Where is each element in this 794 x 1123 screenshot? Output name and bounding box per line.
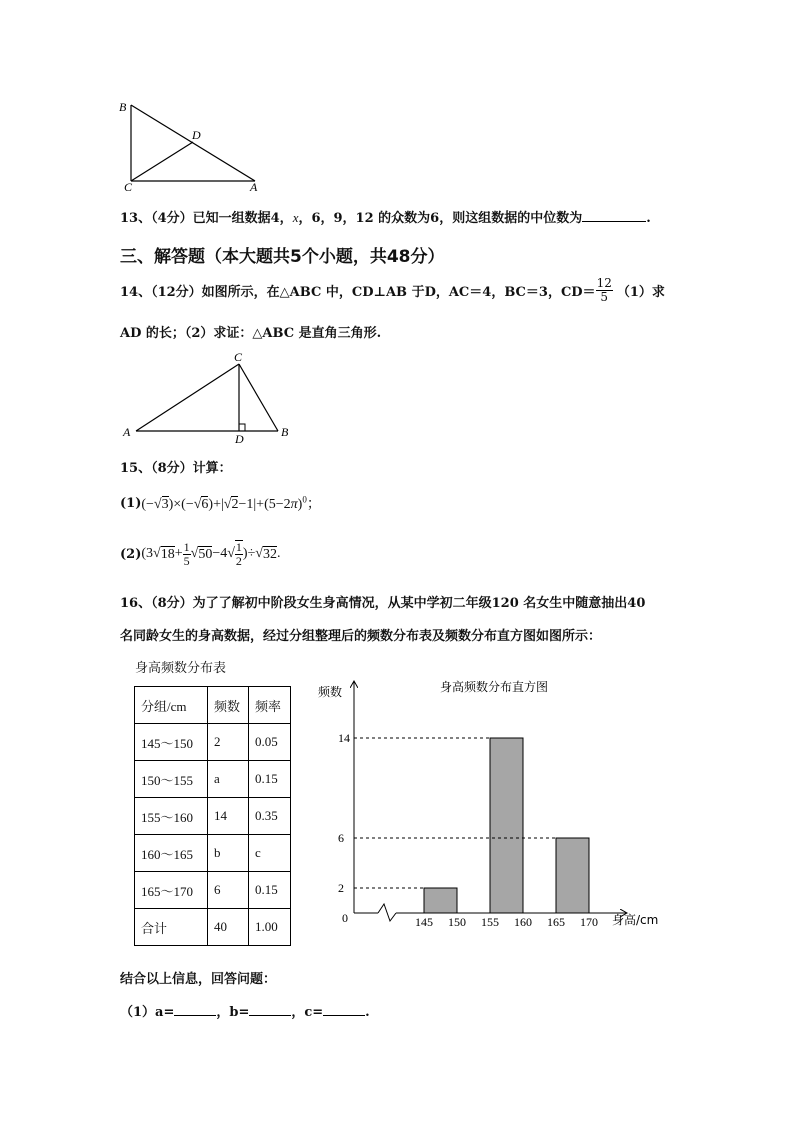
table-header-row — [135, 687, 291, 724]
histogram-chart — [310, 670, 670, 935]
table-cell: 0.15 — [249, 872, 291, 909]
table-header: 频率 — [249, 687, 291, 724]
chart-title: 身高频数分布直方图 — [440, 680, 549, 694]
x-tick-label: 160 — [514, 915, 532, 929]
answer-line-1: （1）a= ，b= ，c= . — [120, 1005, 370, 1020]
answer-intro: 结合以上信息，回答问题： — [120, 972, 277, 987]
figure-q13 — [115, 95, 265, 195]
label-D: D — [235, 432, 244, 445]
question-14-line1: 14、（12分）如图所示，在△ABC 中，CD⊥AB 于D，AC＝4，BC＝3，CD＝ $\frac{12}{5}$ （1）求 — [120, 276, 665, 304]
expression-2-body: (3√ 18 + $\frac{1}{5}$ √ 50 −4√ $\frac{1}{2}$ )÷√ 32 . — [141, 539, 281, 568]
table-row — [135, 761, 291, 798]
table-cell: 150～155 — [135, 761, 208, 798]
histogram-bar — [490, 738, 523, 913]
table-row — [135, 835, 291, 872]
label-C: C — [124, 180, 133, 194]
question-14-line2: AD 的长；（2）求证：△ABC 是直角三角形. — [120, 326, 382, 341]
label-B: B — [281, 425, 289, 439]
table-cell: 14 — [208, 798, 249, 835]
label-A: A — [123, 425, 131, 439]
expression-1: (1) $(-√3)\times(-√6)+|√2-1|+(5-2\pi)^0$； — [120, 494, 321, 512]
answer-blank-a[interactable] — [174, 1003, 216, 1016]
table-cell: 合计 — [135, 909, 208, 946]
origin-label: 0 — [342, 911, 348, 925]
question-16-line2: 名同龄女生的身高数据，经过分组整理后的频数分布表及频数分布直方图如图所示： — [120, 629, 602, 644]
table-header: 频数 — [208, 687, 249, 724]
expression-1-body: $(-√3)\times(-√6)+|√2-1|+(5-2\pi)^0$； — [141, 494, 321, 512]
table-caption: 身高频数分布表 — [135, 661, 227, 676]
histogram-bar — [424, 888, 457, 913]
table-cell: 155～160 — [135, 798, 208, 835]
table-header: 分组/cm — [135, 687, 208, 724]
section-heading: 三、解答题（本大题共5个小题，共48分） — [120, 247, 445, 267]
expression-2: (2) (3√ 18 + $\frac{1}{5}$ √ 50 −4√ $\frac{1}{2}$ )÷√ 32 . — [120, 539, 281, 568]
table-cell: 2 — [208, 724, 249, 761]
x-tick-label: 150 — [448, 915, 466, 929]
question-13: 13、（4分）已知一组数据4，x，6，9，12 的众数为6，则这组数据的中位数为 . — [120, 210, 651, 226]
x-tick-label: 170 — [580, 915, 598, 929]
axis-break-icon — [378, 904, 396, 921]
y-tick-label: 6 — [338, 831, 344, 845]
answer-blank-13[interactable] — [582, 209, 646, 222]
table-cell: 165～170 — [135, 872, 208, 909]
table-cell: 160～165 — [135, 835, 208, 872]
answer-blank-c[interactable] — [323, 1003, 365, 1016]
table-row — [135, 724, 291, 761]
frequency-table — [134, 686, 291, 946]
x-tick-label: 145 — [415, 915, 433, 929]
table-cell: 145～150 — [135, 724, 208, 761]
label-A: A — [250, 180, 258, 194]
x-tick-label: 155 — [481, 915, 499, 929]
table-cell: 0.15 — [249, 761, 291, 798]
figure-q14 — [118, 345, 298, 445]
y-tick-label: 2 — [338, 881, 344, 895]
table-cell: a — [208, 761, 249, 798]
question-16-line1: 16、（8分）为了了解初中阶段女生身高情况，从某中学初二年级120 名女生中随意抽出40 — [120, 596, 646, 611]
table-row — [135, 909, 291, 946]
label-C: C — [234, 350, 243, 364]
table-cell: 0.05 — [249, 724, 291, 761]
table-cell: 6 — [208, 872, 249, 909]
table-cell: 1.00 — [249, 909, 291, 946]
histogram-bar — [556, 838, 589, 913]
table-cell: b — [208, 835, 249, 872]
y-axis-label: 频数 — [318, 685, 343, 699]
y-tick-label: 14 — [338, 731, 350, 745]
label-D: D — [192, 128, 201, 142]
fraction-12-5: $\frac{12}{5}$ — [596, 276, 612, 304]
table-cell: 0.35 — [249, 798, 291, 835]
answer-blank-b[interactable] — [249, 1003, 291, 1016]
table-cell: c — [249, 835, 291, 872]
table-row — [135, 798, 291, 835]
question-15-title: 15、（8分）计算： — [120, 461, 232, 476]
x-tick-label: 165 — [547, 915, 565, 929]
table-cell: 40 — [208, 909, 249, 946]
table-row — [135, 872, 291, 909]
label-B: B — [119, 100, 127, 114]
x-axis-label: 身高/cm — [612, 913, 659, 927]
